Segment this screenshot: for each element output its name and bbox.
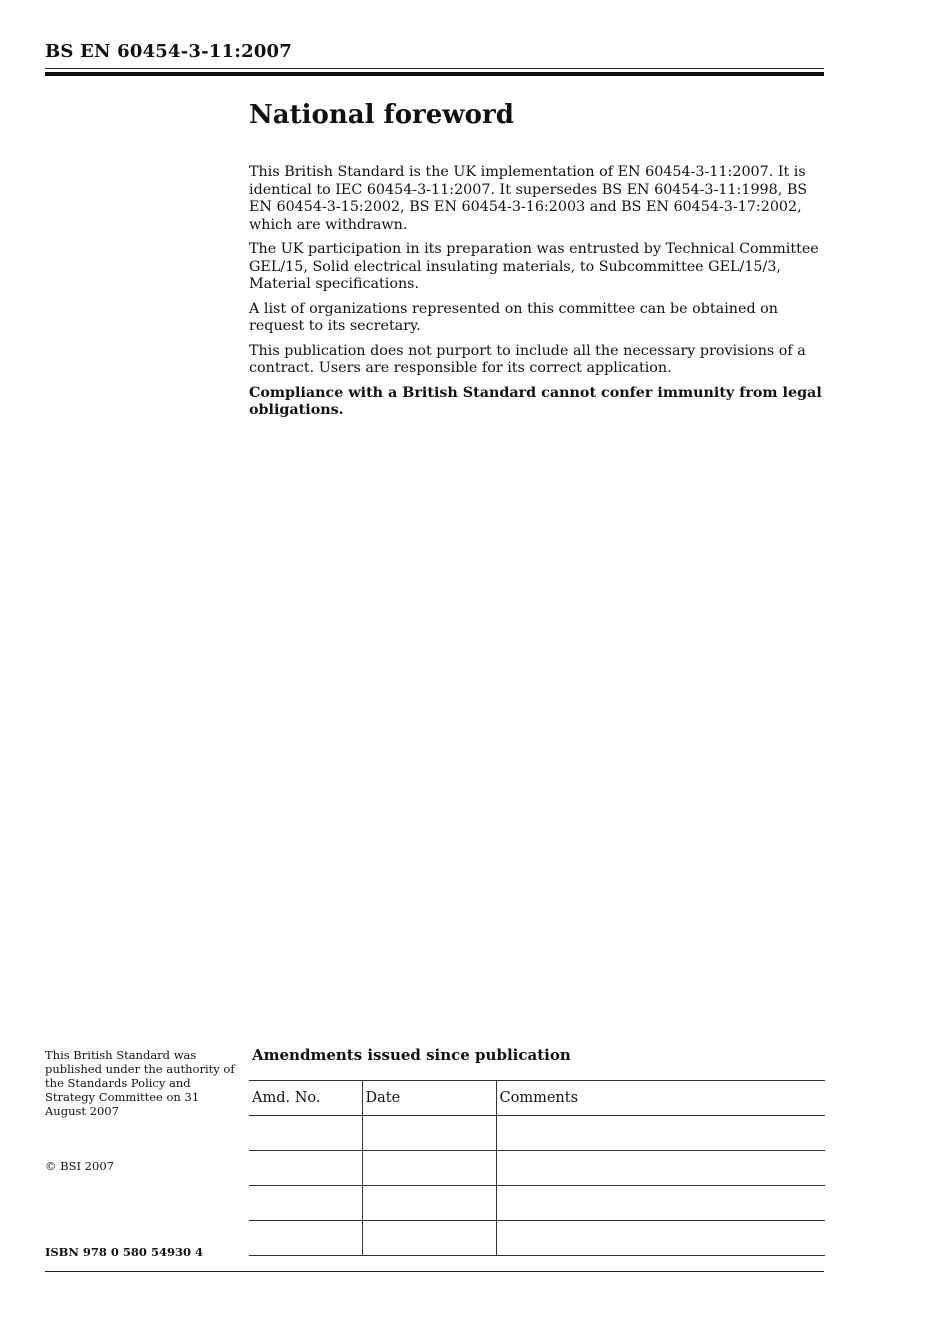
isbn: ISBN 978 0 580 54930 4 [45,1245,203,1259]
table-cell [249,1186,362,1221]
table-cell [496,1116,825,1151]
table-row [249,1186,825,1221]
paragraph-participation: The UK participation in its preparation was entrusted by Technical Committee GEL/15, Solid electrical insulating materials, to Subcommittee GEL/15/3, Material specifications. [249,241,819,292]
column-header-amd-no: Amd. No. [249,1081,362,1116]
table-cell [362,1151,496,1186]
publication-note: This British Standard was published under the authority of the Standards Policy and Strategy Committee on 31 August 2007 [45,1048,235,1118]
page-title: National foreword [249,100,514,130]
table-row [249,1151,825,1186]
table-cell [249,1151,362,1186]
table-cell [249,1221,362,1256]
table-cell [496,1186,825,1221]
table-cell [249,1116,362,1151]
document-id: BS EN 60454-3-11:2007 [45,41,292,62]
header-rule-thick [45,72,824,76]
table-cell [362,1186,496,1221]
table-row [249,1116,825,1151]
table-row [249,1221,825,1256]
column-header-comments: Comments [496,1081,825,1116]
foreword-body [249,164,829,427]
copyright-notice: © BSI 2007 [45,1159,114,1173]
column-header-date: Date [362,1081,496,1116]
table-cell [496,1151,825,1186]
compliance-statement: Compliance with a British Standard cannot confer immunity from legal obligations. [249,384,822,418]
amendments-header-row [249,1081,825,1116]
amendments-title: Amendments issued since publication [252,1046,571,1064]
amendments-table [249,1080,825,1256]
header-rule-thin [45,68,824,69]
paragraph-implementation: This British Standard is the UK implementation of EN 60454-3-11:2007. It is identical to IEC 60454-3-11:2007. It supersedes BS EN 60454-3-11:1998, BS EN 60454-3-15:2002, BS EN 60454-3-16:2003 and BS EN 60454-3-17:2002, which are withdrawn. [249,164,808,233]
table-cell [362,1116,496,1151]
paragraph-provisions: This publication does not purport to include all the necessary provisions of a contract. Users are responsible for its correct application. [249,342,806,376]
table-cell [362,1221,496,1256]
table-cell [496,1221,825,1256]
footer-rule [45,1271,824,1272]
paragraph-organizations: A list of organizations represented on this committee can be obtained on request to its secretary. [249,300,778,334]
